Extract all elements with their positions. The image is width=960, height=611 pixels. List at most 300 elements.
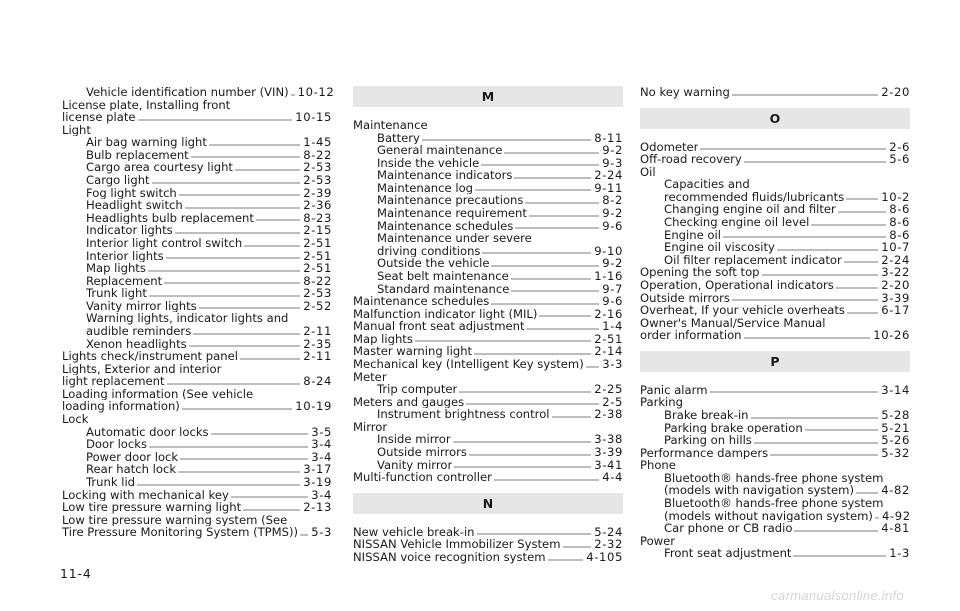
index-entry-text: Multi-function controller — [353, 471, 492, 484]
dot-leader — [422, 133, 591, 141]
index-entry-text: (models with navigation system) — [664, 484, 854, 498]
index-entry-text: Odometer — [640, 140, 699, 154]
index-entry — [640, 547, 910, 560]
index-entry — [353, 333, 623, 346]
dot-leader — [494, 473, 599, 481]
index-entry — [353, 433, 623, 446]
index-entry-text: Off-road recovery — [640, 153, 742, 166]
index-entry-text: Headlight switch — [86, 199, 183, 212]
dot-leader — [137, 478, 300, 486]
index-entry — [353, 144, 623, 157]
dot-leader — [469, 448, 591, 456]
dot-leader — [700, 142, 886, 150]
index-entry-page: 3-17 — [303, 462, 332, 477]
index-entry-page: 2-15 — [303, 223, 332, 238]
index-entry — [62, 325, 332, 338]
index-entry-page: 2-5 — [602, 394, 623, 409]
index-entry — [640, 522, 910, 535]
index-entry-page: 9-7 — [602, 281, 623, 296]
dot-leader — [152, 176, 301, 184]
index-entry — [353, 182, 623, 195]
dot-leader — [138, 113, 293, 121]
index-heading-line: Mirror — [353, 420, 388, 434]
index-entry-text: Automatic door locks — [86, 425, 209, 439]
index-entry-text: Cargo light — [86, 174, 150, 187]
index-entry-text: Instrument brightness control — [377, 408, 550, 421]
dot-leader — [836, 281, 878, 289]
dot-leader — [182, 402, 292, 410]
dot-leader — [209, 138, 300, 146]
dot-leader — [856, 486, 878, 494]
index-entry-page: 2-51 — [594, 331, 623, 346]
index-entry — [353, 220, 623, 233]
dot-leader — [875, 511, 879, 519]
index-entry-text: Battery — [377, 131, 420, 145]
index-entry — [62, 174, 332, 187]
index-entry-text: Operation, Operational indicators — [640, 278, 834, 292]
index-entry-text: Lights check/instrument panel — [62, 350, 238, 363]
section-header-m: M — [353, 86, 623, 107]
dot-leader — [148, 264, 300, 272]
index-entry-text: Vehicle identification number (VIN) — [86, 86, 289, 99]
index-entry — [640, 266, 910, 279]
index-heading-line: Loading information (See vehicle — [62, 387, 254, 401]
index-entry-page: 8-6 — [889, 202, 910, 217]
index-heading-line: License plate, Installing front — [62, 98, 231, 112]
index-entry-page: 8-2 — [602, 193, 623, 208]
index-entry-page: 3-4 — [311, 487, 332, 502]
dot-leader — [474, 347, 591, 355]
index-entry — [353, 169, 623, 182]
index-entry-text: Xenon headlights — [86, 337, 187, 351]
index-heading-line: Low tire pressure warning system (See — [62, 513, 288, 527]
index-entry-text: Indicator lights — [86, 224, 173, 237]
index-entry — [353, 194, 623, 207]
index-entry-text: Brake break-in — [664, 408, 749, 422]
index-entry-page: 10-7 — [881, 240, 910, 255]
index-entry — [62, 149, 332, 162]
index-entry-page: 10-12 — [297, 85, 335, 99]
index-entry — [62, 463, 332, 476]
index-column-3 — [640, 86, 910, 560]
index-entry-page: 5-24 — [594, 524, 623, 539]
index-entry-page: 3-3 — [602, 356, 623, 371]
index-entry-text: Maintenance schedules — [353, 295, 490, 308]
dot-leader — [475, 183, 591, 191]
index-entry — [353, 408, 623, 421]
dot-leader — [793, 549, 886, 557]
dot-leader — [191, 150, 301, 158]
index-entry-text: New vehicle break-in — [353, 525, 475, 539]
index-entry — [62, 476, 332, 489]
dot-leader — [189, 339, 301, 347]
index-entry — [62, 300, 332, 313]
index-entry-page: 9-3 — [602, 155, 623, 170]
index-entry-text: (models without navigation system) — [664, 509, 873, 523]
index-entry-page: 2-25 — [594, 382, 623, 397]
index-entry — [640, 292, 910, 305]
index-entry — [62, 350, 332, 363]
index-entry — [62, 224, 332, 237]
index-entry-page: 3-4 — [311, 437, 332, 452]
dot-leader — [527, 322, 600, 330]
index-entry-text: Engine oil — [664, 228, 721, 242]
dot-leader — [491, 259, 599, 267]
dot-leader — [811, 218, 886, 226]
dot-leader — [511, 272, 592, 280]
index-entry-text: No key warning — [640, 86, 730, 99]
dot-leader — [193, 327, 300, 335]
index-heading-line: Lock — [62, 413, 89, 426]
dot-leader — [240, 352, 300, 360]
index-heading-line: Capacities and — [664, 178, 750, 191]
index-entry — [640, 191, 910, 204]
dot-leader — [539, 309, 591, 317]
dot-leader — [454, 460, 591, 468]
index-entry — [353, 459, 623, 472]
index-entry-page: 2-39 — [303, 185, 332, 200]
index-entry-text: Parking on hills — [664, 434, 752, 447]
index-entry-text: Outside mirrors — [640, 291, 730, 305]
index-entry — [353, 257, 623, 270]
index-entry-page: 10-19 — [295, 399, 332, 414]
index-entry-page: 9-2 — [602, 143, 623, 158]
index-heading-line: Bluetooth® hands-free phone system — [664, 471, 884, 485]
index-entry-text: Door locks — [86, 438, 148, 451]
index-entry-text: Replacement — [86, 274, 163, 288]
index-entry-text: Interior lights — [86, 249, 164, 263]
index-heading-line: Parking — [640, 396, 683, 409]
dot-leader — [511, 284, 599, 292]
dot-leader — [180, 452, 308, 460]
index-entry-page: 5-32 — [881, 445, 910, 460]
index-entry — [640, 510, 910, 523]
index-entry — [640, 329, 910, 342]
index-entry-page: 8-22 — [303, 273, 332, 288]
index-entry-page: 9-10 — [594, 243, 623, 258]
index-entry-page: 9-6 — [602, 218, 623, 233]
index-entry — [353, 157, 623, 170]
index-entry-text: Overheat, If your vehicle overheats — [640, 304, 845, 317]
index-entry-text: Checking engine oil level — [664, 216, 810, 229]
index-entry — [640, 229, 910, 242]
index-entry-page: 1-45 — [303, 135, 332, 150]
index-heading-line: Owner's Manual/Service Manual — [640, 316, 826, 330]
dot-leader — [844, 255, 878, 263]
index-entry-text: Rear hatch lock — [86, 463, 177, 476]
index-entry-page: 5-3 — [311, 525, 332, 540]
index-entry — [62, 237, 332, 250]
index-entry-page: 2-52 — [303, 298, 332, 313]
index-entry — [353, 396, 623, 409]
dot-leader — [466, 397, 599, 405]
dot-leader — [415, 334, 591, 342]
index-entry — [62, 400, 332, 413]
dot-leader — [477, 527, 592, 535]
section-header-p: P — [640, 351, 910, 372]
index-entry — [640, 254, 910, 267]
index-heading-line: Light — [62, 123, 91, 137]
index-entry — [62, 501, 332, 514]
index-entry-page: 8-6 — [889, 215, 910, 230]
dot-leader — [199, 301, 301, 309]
index-entry-page: 5-28 — [881, 407, 910, 422]
dot-leader — [164, 276, 300, 284]
index-entry-page: 3-5 — [311, 424, 332, 439]
dot-leader — [732, 293, 878, 301]
index-entry-page: 8-24 — [303, 374, 332, 389]
section-header-o: O — [640, 108, 910, 129]
dot-leader — [175, 226, 301, 234]
index-entry-page: 2-20 — [881, 85, 910, 99]
index-entry-page: 2-53 — [303, 286, 332, 301]
dot-leader — [586, 360, 600, 368]
index-column-2 — [353, 86, 623, 564]
index-heading-line: Lights, Exterior and interior — [62, 362, 222, 376]
index-entry-text: NISSAN Vehicle Immobilizer System — [353, 538, 561, 551]
index-entry-page: 1-16 — [594, 268, 623, 283]
index-entry-text: Trunk lid — [86, 475, 136, 489]
index-entry-text: Trip computer — [377, 383, 458, 396]
index-entry-text: Trunk light — [86, 287, 147, 300]
index-entry — [353, 207, 623, 220]
index-entry-page: 2-24 — [594, 168, 623, 183]
dot-leader — [178, 465, 300, 473]
index-entry-text: Maintenance log — [377, 181, 474, 195]
index-entry-page: 4-81 — [881, 521, 910, 536]
index-entry — [62, 111, 332, 124]
dot-leader — [770, 448, 878, 456]
index-entry — [62, 438, 332, 451]
index-entry-page: 1-4 — [602, 319, 623, 334]
index-entry — [353, 270, 623, 283]
index-entry-text: Fog light switch — [86, 186, 177, 200]
index-entry — [640, 384, 910, 397]
index-entry-page: 2-53 — [303, 160, 332, 175]
index-entry-page: 2-20 — [881, 277, 910, 292]
dot-leader — [235, 163, 300, 171]
dot-leader — [515, 221, 599, 229]
dot-leader — [243, 503, 300, 511]
dot-leader — [723, 230, 886, 238]
index-entry-text: Power door lock — [86, 450, 179, 464]
index-entry-text: General maintenance — [377, 144, 503, 157]
dot-leader — [552, 410, 592, 418]
index-entry — [62, 199, 332, 212]
index-entry-page: 2-38 — [594, 407, 623, 422]
index-entry-page: 2-11 — [303, 349, 332, 364]
index-entry-text: Map lights — [86, 262, 146, 275]
index-entry-page: 6-17 — [881, 303, 910, 318]
index-entry-page: 8-6 — [889, 227, 910, 242]
dot-leader — [744, 331, 871, 339]
index-entry-text: Vanity mirror — [377, 458, 453, 472]
index-entry-text: Low tire pressure warning light — [62, 501, 242, 514]
index-entry-text: driving conditions — [377, 244, 481, 258]
index-entry-text: Opening the soft top — [640, 266, 760, 279]
index-entry — [353, 526, 623, 539]
index-entry-text: Engine oil viscosity — [664, 241, 775, 254]
index-heading-line: Warning lights, indicator lights and — [86, 312, 289, 325]
index-entry-text: Car phone or CB radio — [664, 522, 793, 535]
index-entry-page: 4-82 — [881, 483, 910, 498]
index-entry-text: loading information) — [62, 400, 180, 414]
index-entry — [62, 489, 332, 502]
index-entry — [353, 383, 623, 396]
index-heading-line: Bluetooth® hands-free phone system — [664, 497, 884, 510]
index-entry-text: Inside the vehicle — [377, 156, 480, 170]
index-entry — [62, 136, 332, 149]
section-header-n: N — [353, 493, 623, 514]
index-entry — [640, 216, 910, 229]
index-entry-page: 10-15 — [295, 110, 332, 125]
dot-leader — [805, 423, 879, 431]
index-entry-page: 2-53 — [303, 173, 332, 188]
dot-leader — [751, 411, 879, 419]
index-entry-text: Standard maintenance — [377, 282, 510, 296]
index-entry — [640, 304, 910, 317]
index-entry-text: Seat belt maintenance — [377, 269, 509, 283]
index-entry-page: 2-51 — [303, 235, 332, 250]
index-entry — [640, 447, 910, 460]
dot-leader — [744, 155, 886, 163]
index-entry-text: Changing engine oil and filter — [664, 203, 836, 217]
index-entry — [640, 241, 910, 254]
index-entry — [62, 212, 332, 225]
index-entry-text: Malfunction indicator light (MIL) — [353, 307, 538, 321]
index-entry — [62, 287, 332, 300]
index-entry — [640, 86, 910, 99]
dot-leader — [710, 385, 879, 393]
dot-leader — [231, 490, 308, 498]
index-entry-page: 10-26 — [873, 328, 910, 343]
index-entry-page: 9-11 — [594, 180, 623, 195]
dot-leader — [244, 239, 300, 247]
index-entry — [62, 187, 332, 200]
index-entry — [640, 279, 910, 292]
index-entry-text: Air bag warning light — [86, 136, 207, 149]
index-entry-page: 5-6 — [889, 152, 910, 167]
index-entry-page: 5-26 — [881, 433, 910, 448]
index-entry-text: Manual front seat adjustment — [353, 320, 525, 333]
index-entry-page: 4-4 — [602, 470, 623, 485]
dot-leader — [777, 243, 878, 251]
dot-leader — [149, 289, 300, 297]
dot-leader — [846, 192, 878, 200]
index-entry-text: Maintenance requirement — [377, 207, 527, 220]
index-entry — [62, 526, 332, 539]
index-entry — [353, 446, 623, 459]
index-entry-text: Headlights bulb replacement — [86, 211, 254, 225]
dot-leader — [256, 213, 300, 221]
dot-leader — [481, 158, 599, 166]
dot-leader — [300, 528, 308, 536]
index-entry — [353, 358, 623, 371]
index-entry-text: Cargo area courtesy light — [86, 161, 233, 175]
dot-leader — [482, 246, 591, 254]
index-entry — [640, 141, 910, 154]
index-entry-page: 3-41 — [594, 457, 623, 472]
index-entry — [640, 153, 910, 166]
index-entry-page: 3-39 — [881, 290, 910, 305]
index-entry — [353, 308, 623, 321]
index-entry-text: Interior light control switch — [86, 236, 243, 250]
dot-leader — [211, 427, 309, 435]
dot-leader — [529, 209, 599, 217]
index-entry — [353, 283, 623, 296]
index-entry-page: 2-11 — [303, 323, 332, 338]
dot-leader — [504, 146, 599, 154]
dot-leader — [179, 188, 300, 196]
dot-leader — [525, 196, 599, 204]
dot-leader — [166, 251, 301, 259]
index-entry-page: 9-2 — [602, 206, 623, 221]
index-entry-text: Maintenance schedules — [377, 219, 514, 233]
dot-leader — [167, 377, 301, 385]
dot-leader — [149, 440, 308, 448]
index-entry — [353, 538, 623, 551]
index-entry-text: Maintenance indicators — [377, 169, 513, 182]
index-entry-text: recommended fluids/lubricants — [664, 190, 845, 204]
index-entry-text: Meters and gauges — [353, 395, 465, 409]
index-entry — [62, 451, 332, 464]
index-entry-text: Master warning light — [353, 345, 473, 358]
index-entry — [62, 426, 332, 439]
index-entry-text: Locking with mechanical key — [62, 488, 229, 502]
index-entry-text: Oil filter replacement indicator — [664, 253, 842, 267]
dot-leader — [491, 297, 599, 305]
index-entry-page: 2-51 — [303, 248, 332, 263]
dot-leader — [732, 88, 878, 96]
watermark: carmanualsonline.info — [771, 588, 904, 603]
index-entry-text: Mechanical key (Intelligent Key system) — [353, 357, 584, 371]
index-entry-page: 2-14 — [594, 344, 623, 359]
index-entry — [62, 85, 335, 99]
page-number: 11-4 — [60, 566, 92, 581]
index-entry-text: Parking brake operation — [664, 421, 803, 435]
index-heading-line: Power — [640, 534, 676, 548]
index-entry-text: NISSAN voice recognition system — [353, 550, 546, 564]
index-entry-page: 5-21 — [881, 420, 910, 435]
index-entry-page: 8-23 — [303, 210, 332, 225]
index-entry-text: Maintenance precautions — [377, 194, 524, 208]
index-entry-text: Performance dampers — [640, 446, 769, 460]
index-entry-page: 4-105 — [586, 549, 623, 564]
index-entry-page: 3-22 — [881, 265, 910, 280]
index-entry-page: 2-16 — [594, 306, 623, 321]
index-entry-text: light replacement — [62, 375, 165, 388]
dot-leader — [563, 540, 592, 548]
index-entry-page: 2-35 — [303, 336, 332, 351]
index-entry-page: 2-6 — [889, 139, 910, 154]
index-entry — [640, 203, 910, 216]
index-entry — [640, 484, 910, 497]
index-entry-text: Bulb replacement — [86, 148, 189, 162]
dot-leader — [847, 306, 878, 314]
dot-leader — [548, 553, 584, 561]
index-entry — [353, 320, 623, 333]
index-heading-line: Oil — [640, 165, 656, 179]
index-entry-page: 3-19 — [303, 474, 332, 489]
index-entry-text: Vanity mirror lights — [86, 299, 197, 313]
index-entry-page: 3-38 — [594, 432, 623, 447]
index-entry-page: 2-32 — [594, 537, 623, 552]
index-entry-text: Map lights — [353, 332, 413, 346]
index-entry-text: Outside mirrors — [377, 446, 467, 459]
index-heading-line: Phone — [640, 459, 676, 472]
index-entry — [353, 245, 623, 258]
index-entry — [62, 338, 332, 351]
